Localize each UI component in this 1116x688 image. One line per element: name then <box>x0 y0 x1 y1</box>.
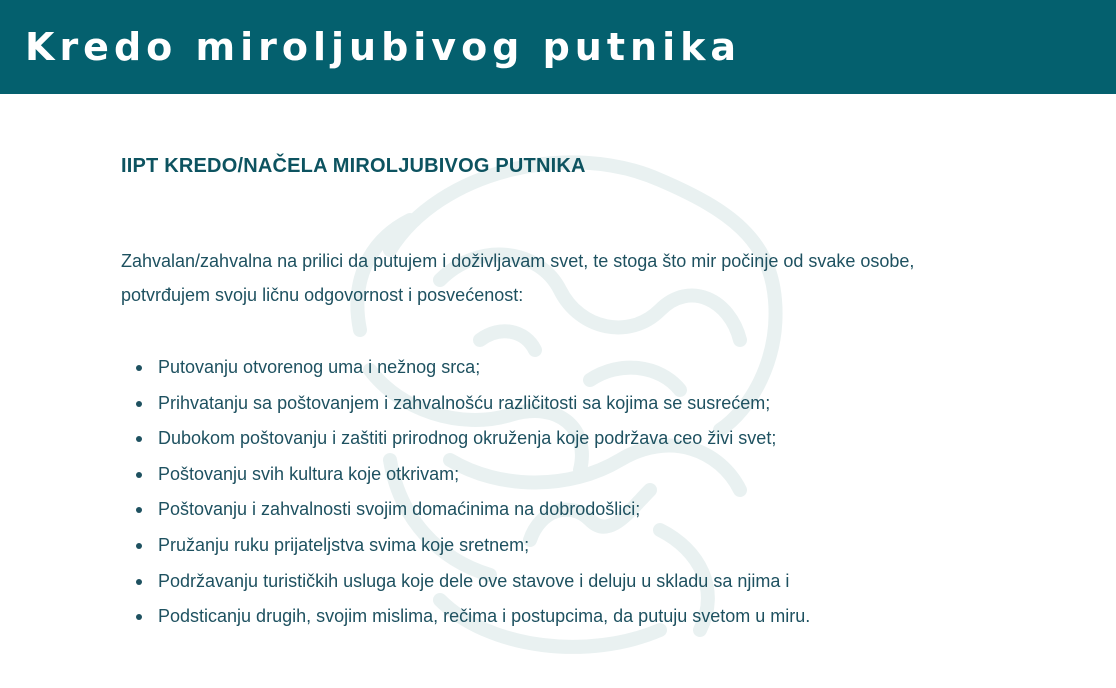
page-title: Kredo miroljubivog putnika <box>25 25 742 69</box>
list-item <box>121 528 1021 564</box>
bullet-icon <box>136 614 142 620</box>
list-item-text: Poštovanju i zahvalnosti svojim domaćinima na dobrodošlici; <box>158 499 641 520</box>
list-item-text: Dubokom poštovanju i zaštiti prirodnog okruženja koje podržava ceo živi svet; <box>158 428 777 449</box>
intro-paragraph: Zahvalan/zahvalna na prilici da putujem i doživljavam svet, te stoga što mir počinje od svake osobe, potvrđujem svoju ličnu odgovornost i posvećenost: <box>121 251 915 305</box>
creed-list <box>121 350 1021 635</box>
bullet-icon <box>136 472 142 478</box>
bullet-icon <box>136 507 142 513</box>
page-header <box>0 0 1116 94</box>
list-item-text: Pružanju ruku prijateljstva svima koje sretnem; <box>158 534 530 555</box>
list-item <box>121 564 1021 600</box>
list-item <box>121 350 1021 386</box>
list-item-text: Putovanju otvorenog uma i nežnog srca; <box>158 357 481 377</box>
list-item <box>121 599 1021 635</box>
list-item <box>121 421 1021 457</box>
bullet-icon <box>136 579 142 585</box>
list-item-text: Podržavanju turističkih usluga koje dele ove stavove i deluju u skladu sa njima i <box>158 570 790 591</box>
section-heading: IIPT KREDO/NAČELA MIROLJUBIVOG PUTNIKA <box>121 155 586 177</box>
bullet-icon <box>136 543 142 549</box>
list-item <box>121 492 1021 528</box>
list-item-text: Podsticanju drugih, svojim mislima, rečima i postupcima, da putuju svetom u miru. <box>158 606 811 627</box>
bullet-icon <box>136 401 142 407</box>
main-content <box>121 150 1021 635</box>
bullet-icon <box>136 365 142 371</box>
bullet-icon <box>136 436 142 442</box>
list-item <box>121 457 1021 493</box>
list-item-text: Poštovanju svih kultura koje otkrivam; <box>158 463 460 484</box>
list-item <box>121 386 1021 422</box>
list-item-text: Prihvatanju sa poštovanjem i zahvalnošću različitosti sa kojima se susrećem; <box>158 392 771 413</box>
